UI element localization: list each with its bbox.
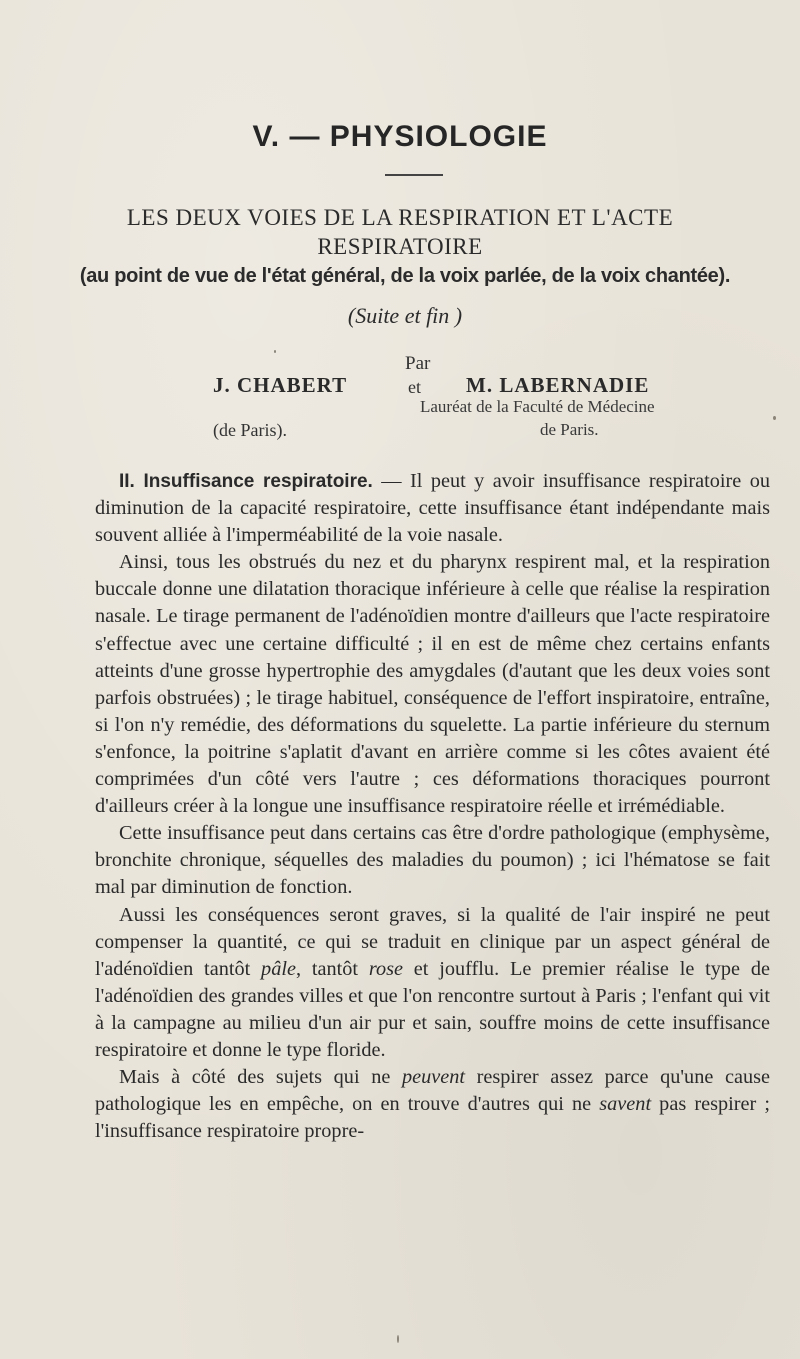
paragraph-2: Ainsi, tous les obstrués du nez et du pharynx respirent mal, et la respiration buccale donne une dilatation thoracique inférieure à celle que réalise la respiration nasale. Le tirage permanent de l'adénoïdien montre d'ailleurs que l'acte respiratoire s'effectue avec une certaine difficulté ; il en est de même chez certains enfants atteints d'une grosse hypertrophie des amygdales (d'autant que les deux voies sont parfois obstruées) ; le tirage habituel, conséquence de l'effort inspiratoire, entraîne, si l'on n'y remédie, des déformations du squelette. La partie inférieure du sternum s'enfonce, la poitrine s'aplatit d'avant en arrière comme si les côtes avaient été comprimées d'un côté vers l'autre ; ces déformations thoraciques pourront d'ailleurs créer à la longue une insuffisance respiratoire réelle et irrémédiable. — [95, 551, 770, 818]
article-body — [95, 468, 770, 1145]
paper-speck — [397, 1335, 399, 1343]
article-title: LES DEUX VOIES DE LA RESPIRATION ET L'ACTE RESPIRATOIRE — [126, 205, 674, 259]
paragraph-1-text: — Il peut y avoir insuffisance respiratoire ou diminution de la capacité respiratoire, cette insuffisance étant indépendante mais souvent alliée à l'imperméabilité de la voie nasale. — [95, 470, 770, 547]
byline-et: et — [408, 377, 421, 397]
paragraph-1 — [95, 468, 770, 549]
paragraph-4-text-b: , tantôt — [295, 957, 369, 980]
author-left-name: J. CHABERT — [213, 373, 348, 397]
section-title: V. — PHYSIOLOGIE — [252, 120, 548, 153]
continuation-note: (Suite et fin ) — [347, 303, 463, 328]
author-left-location: (de Paris). — [213, 420, 287, 440]
emphasis-peuvent: peuvent — [401, 1066, 466, 1089]
paragraph-3: Cette insuffisance peut dans certains cas être d'ordre pathologique (emphysème, bronchite chronique, séquelles des maladies du poumon) ; ici l'hématose se fait mal par diminution de fonction. — [95, 822, 770, 899]
emphasis-rose: rose — [368, 957, 404, 980]
paragraph-5 — [95, 1064, 770, 1145]
paragraph-4-text-a: Aussi les conséquences seront graves, si la qualité de l'air inspiré ne peut compenser la quantité, ce qui se traduit en clinique par un aspect général de l'adénoïdien tantôt — [95, 903, 770, 980]
paper-speck — [274, 350, 276, 353]
author-right-name: M. LABERNADIE — [466, 373, 650, 397]
paragraph-5-text-c: pas respirer ; l'insuffisance respiratoire propre- — [95, 1093, 770, 1143]
author-right-location: de Paris. — [540, 420, 599, 439]
subsection-heading: II. Insuffisance respiratoire. — [119, 471, 373, 492]
paper-speck — [773, 416, 776, 420]
paragraph-4-text-c: et joufflu. Le premier réalise le type de l'adénoïdien des grandes villes et que l'on rencontre surtout à Paris ; l'enfant qui vit à la campagne au milieu d'un air pur et sain, souffre moins de cette insuffisance respiratoire et donne le type floride. — [95, 957, 770, 1061]
paragraph-4 — [95, 902, 770, 1065]
paragraph-5-text-b: respirer assez parce qu'une cause pathologique les en empêche, on en trouve d'autres qui ne — [95, 1066, 770, 1116]
emphasis-pale: pâle — [261, 957, 296, 980]
article-subtitle: (au point de vue de l'état général, de la voix parlée, de la voix chantée). — [79, 265, 731, 287]
byline-par: Par — [405, 353, 431, 374]
title-rule — [385, 174, 443, 176]
author-right-credential: Lauréat de la Faculté de Médecine — [420, 397, 655, 416]
emphasis-savent: savent — [599, 1093, 652, 1116]
paragraph-5-text-a: Mais à côté des sujets qui ne — [119, 1066, 402, 1089]
